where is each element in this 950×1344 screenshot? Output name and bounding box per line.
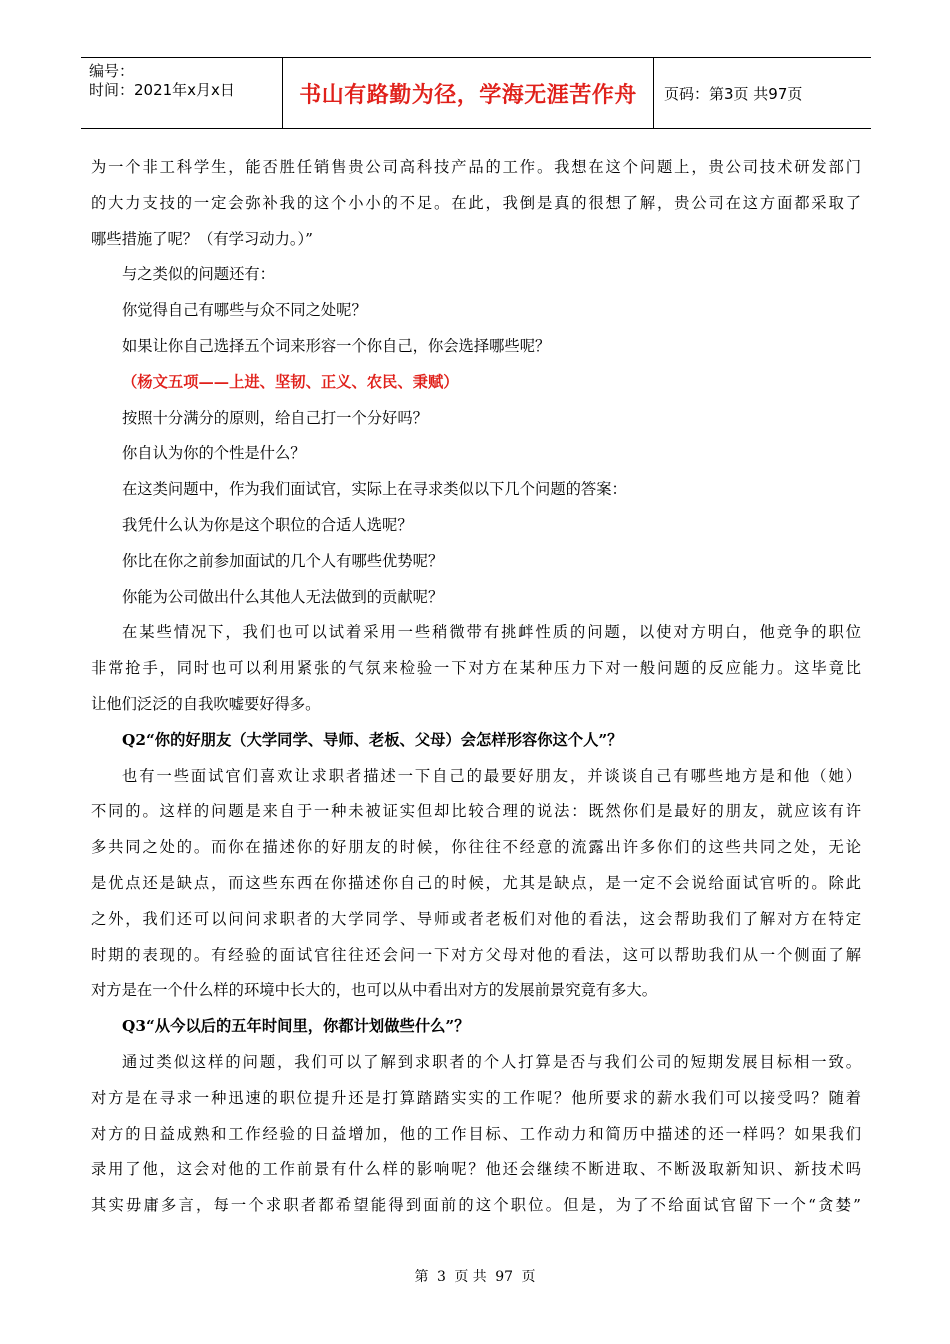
footer-page-prefix: 第 — [414, 1269, 429, 1285]
body-line: 其实毋庸多言，每一个求职者都希望能得到面前的这个职位。但是，为了不给面试官留下一个“贪婪” — [91, 1196, 861, 1215]
page-footer — [0, 1266, 950, 1286]
header-motto: 书山有路勤为径，学海无涯苦作舟 — [282, 58, 654, 128]
body-line: 对方是在寻求一种迅速的职位提升还是打算踏踏实实的工作呢？他所要求的薪水我们可以接受吗？随着 — [91, 1088, 861, 1107]
body-line: 的大力支技的一定会弥补我的这个小小的不足。在此，我倒是真的很想了解，贵公司在这方面都采取了 — [91, 193, 861, 212]
body-line: 之外，我们还可以问问求职者的大学同学、导师或者老板们对他的看法，这会帮助我们了解对方在特定 — [91, 909, 861, 928]
body-line: 如果让你自己选择五个词来形容一个你自己，你会选择哪些呢？ — [122, 336, 551, 355]
body-line: 也有一些面试官们喜欢让求职者描述一下自己的最要好朋友，并谈谈自己有哪些地方是和他（她） — [122, 766, 861, 785]
body-line: 让他们泛泛的自我吹嘘要好得多。 — [91, 694, 321, 713]
document-body — [91, 150, 861, 1224]
footer-page-mid: 页 共 — [454, 1269, 487, 1285]
body-line: 你比在你之前参加面试的几个人有哪些优势呢？ — [122, 551, 444, 570]
body-line: 按照十分满分的原则，给自己打一个分好吗？ — [122, 408, 428, 427]
body-line: 你能为公司做出什么其他人无法做到的贡献呢？ — [122, 587, 444, 606]
body-line: 与之类似的问题还有： — [122, 265, 275, 284]
body-line: 在某些情况下，我们也可以试着采用一些稍微带有挑衅性质的问题，以使对方明白，他竞争的职位 — [122, 623, 861, 642]
body-line: 不同的。这样的问题是来自于一种未被证实但却比较合理的说法：既然你们是最好的朋友，就应该有许 — [91, 802, 861, 821]
footer-page-number: 3 — [436, 1269, 446, 1285]
header-meta — [81, 58, 282, 128]
footer-page-total: 97 — [495, 1269, 514, 1285]
header-page-label: 页码：第3页 共97页 — [664, 84, 803, 103]
highlight-note: （杨文五项——上进、坚韧、正义、农民、秉赋） — [122, 372, 459, 391]
body-line: 在这类问题中，作为我们面试官，实际上在寻求类似以下几个问题的答案： — [122, 480, 627, 499]
body-line: 对方是在一个什么样的环境中长大的，也可以从中看出对方的发展前景究竟有多大。 — [91, 981, 657, 1000]
body-line: 为一个非工科学生，能否胜任销售贵公司高科技产品的工作。我想在这个问题上，贵公司技术研发部门 — [91, 158, 861, 176]
body-line: 你自认为你的个性是什么？ — [122, 444, 306, 463]
question-heading-q2: Q2“你的好朋友（大学同学、导师、老板、父母）会怎样形容你这个人”？ — [122, 730, 623, 749]
body-line: 哪些措施了呢？（有学习动力。）” — [91, 229, 313, 248]
body-line: 你觉得自己有哪些与众不同之处呢？ — [122, 301, 367, 320]
body-line: 录用了他，这会对他的工作前景有什么样的影响呢？他还会继续不断进取、不断汲取新知识、新技术吗 — [91, 1160, 861, 1179]
body-line: 非常抢手，同时也可以利用紧张的气氛来检验一下对方在某种压力下对一般问题的反应能力。这毕竟比 — [91, 659, 861, 678]
body-line: 对方的日益成熟和工作经验的日益增加，他的工作目标、工作动力和简历中描述的还一样吗？如果我们 — [91, 1124, 861, 1143]
body-line: 通过类似这样的问题，我们可以了解到求职者的个人打算是否与我们公司的短期发展目标相一致。 — [122, 1052, 861, 1071]
footer-page-suffix: 页 — [521, 1269, 536, 1285]
page-header — [81, 57, 871, 129]
body-line: 多共同之处的。而你在描述你的好朋友的时候，你往往不经意的流露出许多你们的这些共同之处，无论 — [91, 838, 861, 857]
body-line: 我凭什么认为你是这个职位的合适人选呢？ — [122, 515, 413, 534]
body-line: 时期的表现的。有经验的面试官往往还会问一下对方父母对他的看法，这可以帮助我们从一个侧面了解 — [91, 945, 861, 964]
document-number-label: 编号： — [89, 62, 135, 80]
document-time-label: 时间：2021年x月x日 — [89, 81, 235, 99]
body-line: 是优点还是缺点，而这些东西在你描述你自己的时候，尤其是缺点，是一定不会说给面试官听的。除此 — [91, 873, 861, 892]
question-heading-q3: Q3“从今以后的五年时间里，你都计划做些什么”？ — [122, 1017, 470, 1036]
